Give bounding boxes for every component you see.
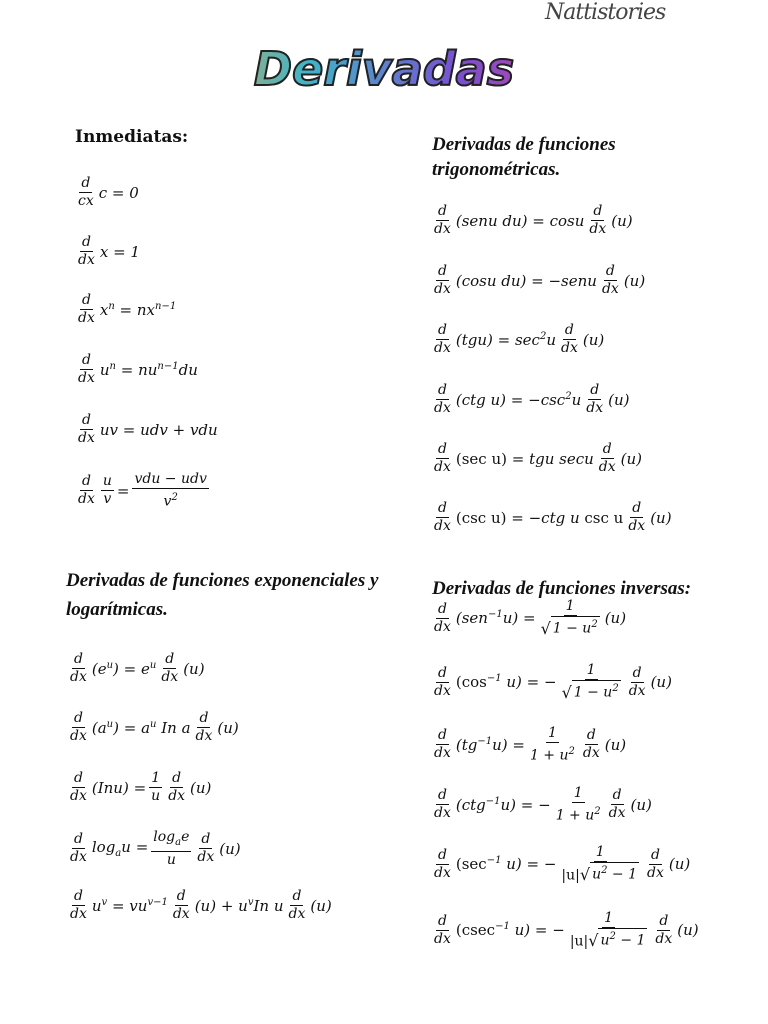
section-title-inmediatas: Inmediatas:	[75, 127, 189, 147]
formula-arccot: $\frac{d}{dx}$ (ctg$^{-1}$u) = − $\frac{1}{1 + u^2}$ $\frac{d}{dx}$ (u)	[434, 785, 652, 824]
formula-exp-e: $\frac{d}{dx}$ $(e^u) = e^u$ $\frac{d}{dx}$ (u)	[70, 651, 205, 685]
formula-cot: $\frac{d}{dx}$ (ctg $u) = -\csc^2u$ $\frac{d}{dx}$ (u)	[434, 382, 630, 416]
formula-tan: $\frac{d}{dx}$ $(tgu) = \sec^2u$ $\frac{d}{dx}$ (u)	[434, 322, 605, 356]
formula-arcsin: $\frac{d}{dx}$ (sen$^{-1}$u) = 1 √ $1 - u^2$ (u)	[434, 598, 627, 638]
formula-exp-a: $\frac{d}{dx}$ $(a^u) = a^u$ In a $\frac{d}{dx}$ (u)	[70, 710, 239, 744]
section-title-inversas: Derivadas de funciones inversas:	[432, 578, 692, 599]
page-title: Derivadas	[0, 42, 768, 96]
formula-ln: $\frac{d}{dx}$ (Inu) = $\frac{1}{u}$ $\frac{d}{dx}$ (u)	[70, 770, 212, 804]
section-title-trig: Derivadas de funciones trigonométricas.	[432, 134, 616, 180]
formula-arcsec: $\frac{d}{dx}$ ($\sec^{-1}$ u) = − 1 |u| √ $u^2 - 1$ $\frac{d}{dx}$ (u)	[434, 844, 691, 884]
formula-product: $\frac{d}{dx}$ uv = udv + vdu	[78, 412, 218, 446]
formula-quotient: $\frac{d}{dx}$ $\frac{u}{v}$ = $\frac{\text{vdu − udv}}{v^2}$	[78, 471, 207, 510]
formula-arccos: $\frac{d}{dx}$ ($\cos^{-1}$ u) = − 1 √ $1 - u^2$ $\frac{d}{dx}$ (u)	[434, 662, 672, 702]
formula-constant: $\frac{d}{cx}$ c = 0	[78, 175, 139, 209]
signature: Nattistories	[545, 0, 666, 25]
formula-csc: $\frac{d}{dx}$ (csc u) = −ctg u csc u $\frac{d}{dx}$ (u)	[434, 500, 672, 534]
formula-power-x: $\frac{d}{dx}$ $x^n = nx^{n-1}$	[78, 292, 177, 326]
formula-sin: $\frac{d}{dx}$ (senu du) = cosu $\frac{d}{dx}$ (u)	[434, 203, 633, 237]
formula-sec: $\frac{d}{dx}$ (sec u) = tgu secu $\frac{d}{dx}$ (u)	[434, 441, 643, 475]
formula-u-power-v: $\frac{d}{dx}$ $u^v = vu^{v-1}$ $\frac{d}{dx}$ $(u) + u^vIn$ u $\frac{d}{dx}$ (u)	[70, 888, 332, 922]
formula-x: $\frac{d}{dx}$ x = 1	[78, 234, 140, 268]
formula-log-a: $\frac{d}{dx}$ $\log_au$ = $\frac{\log_ae}{u}$ $\frac{d}{dx}$ (u)	[70, 829, 241, 868]
formula-arccsc: $\frac{d}{dx}$ (csec$^{-1}$ u) = − 1 |u| √ $u^2 - 1$ $\frac{d}{dx}$ (u)	[434, 910, 699, 950]
formula-arctan: $\frac{d}{dx}$ $(tg^{-1}u)$ = $\frac{1}{1 + u^2}$ $\frac{d}{dx}$ (u)	[434, 725, 627, 764]
formula-cos: $\frac{d}{dx}$ (cosu du) = −senu $\frac{d}{dx}$ (u)	[434, 263, 646, 297]
section-title-exp-log: Derivadas de funciones exponenciales y logarítmicas.	[66, 570, 379, 620]
formula-power-u: $\frac{d}{dx}$ $u^n = nu^{n-1}du$	[78, 352, 198, 386]
